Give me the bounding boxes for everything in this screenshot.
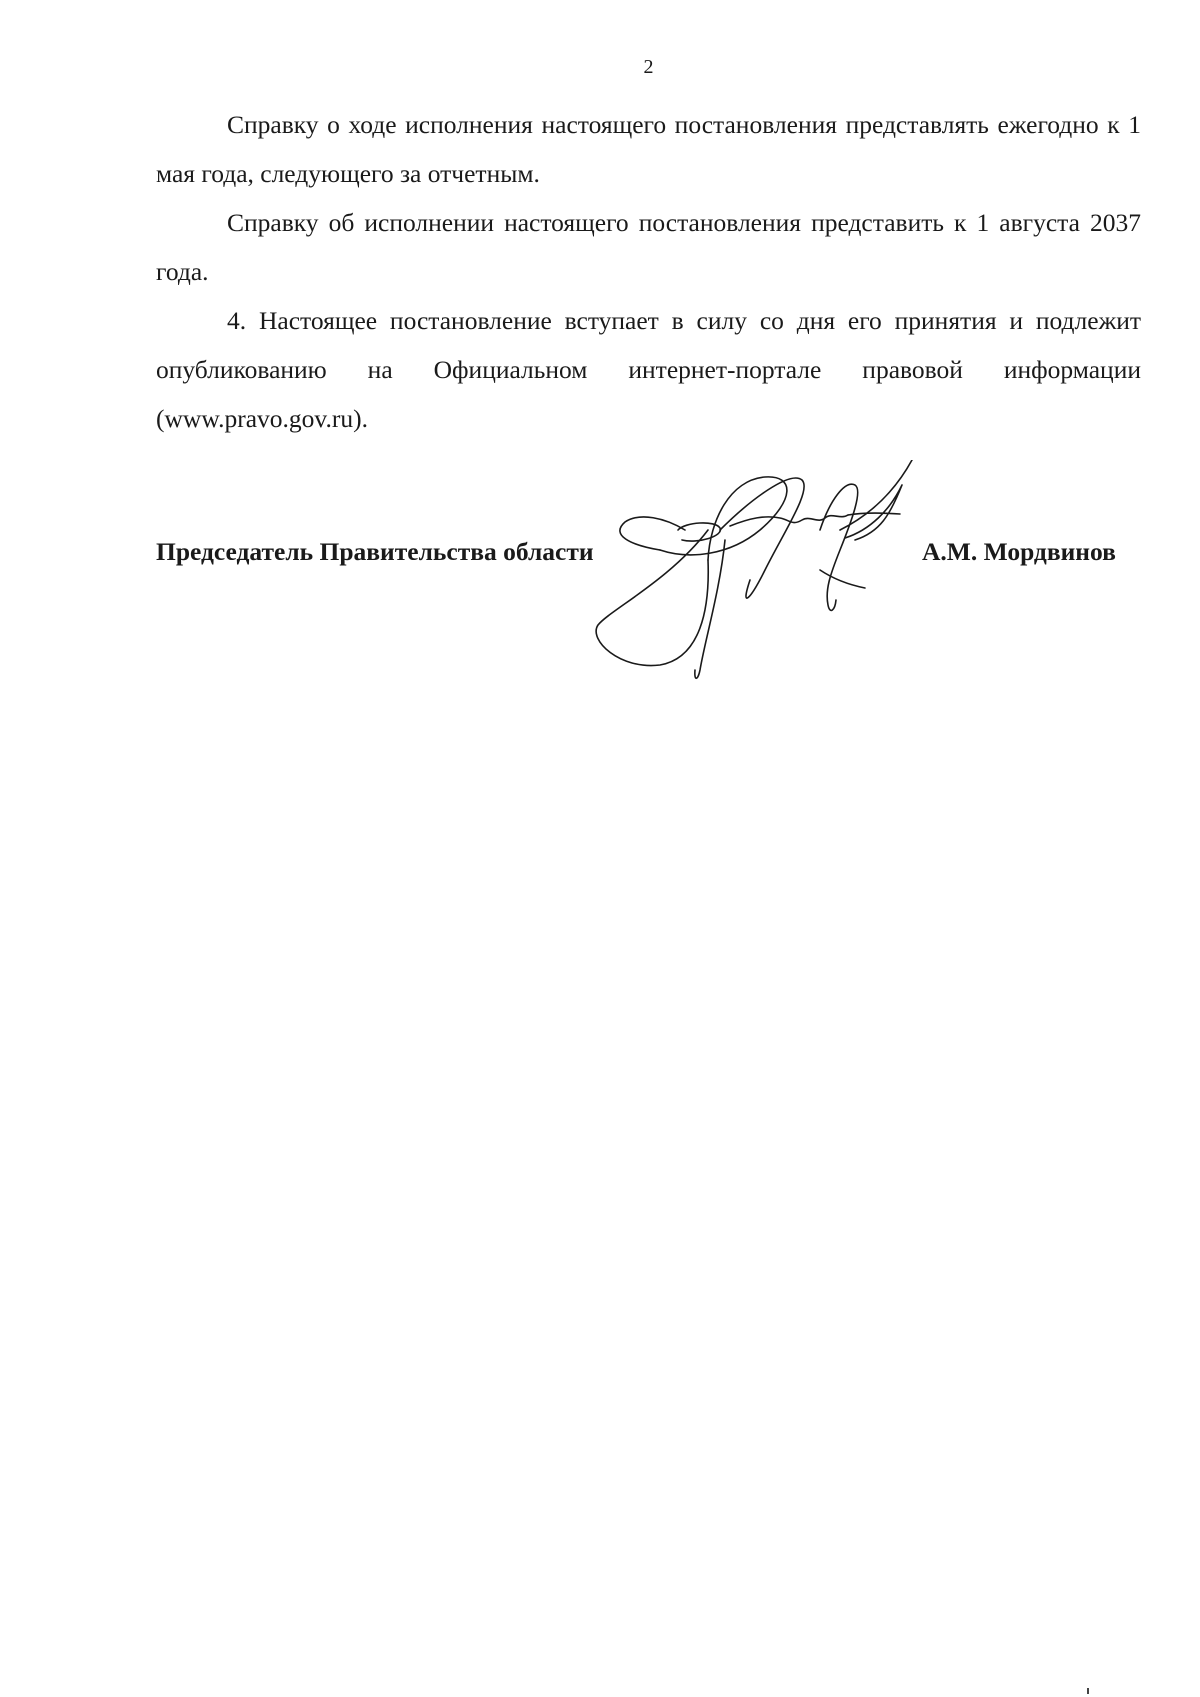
document-body: [156, 100, 1141, 443]
paragraph-annual-report: Справку о ходе исполнения настоящего постановления представлять ежегодно к 1 мая года, следующего за отчетным.: [156, 110, 1141, 188]
paragraph-final-report: Справку об исполнении настоящего постановления представить к 1 августа 2037 года.: [156, 208, 1141, 286]
signatory-title: Председатель Правительства области: [156, 537, 594, 566]
paragraph-entry-into-force: 4. Настоящее постановление вступает в силу со дня его принятия и подлежит опубликованию на Официальном интернет-портале правовой информации (www.pravo.gov.ru).: [156, 306, 1141, 433]
scan-artifact: [1087, 1688, 1089, 1694]
page-number: 2: [643, 56, 654, 78]
handwritten-signature: [590, 460, 970, 690]
signatory-name: А.М. Мордвинов: [922, 537, 1116, 566]
